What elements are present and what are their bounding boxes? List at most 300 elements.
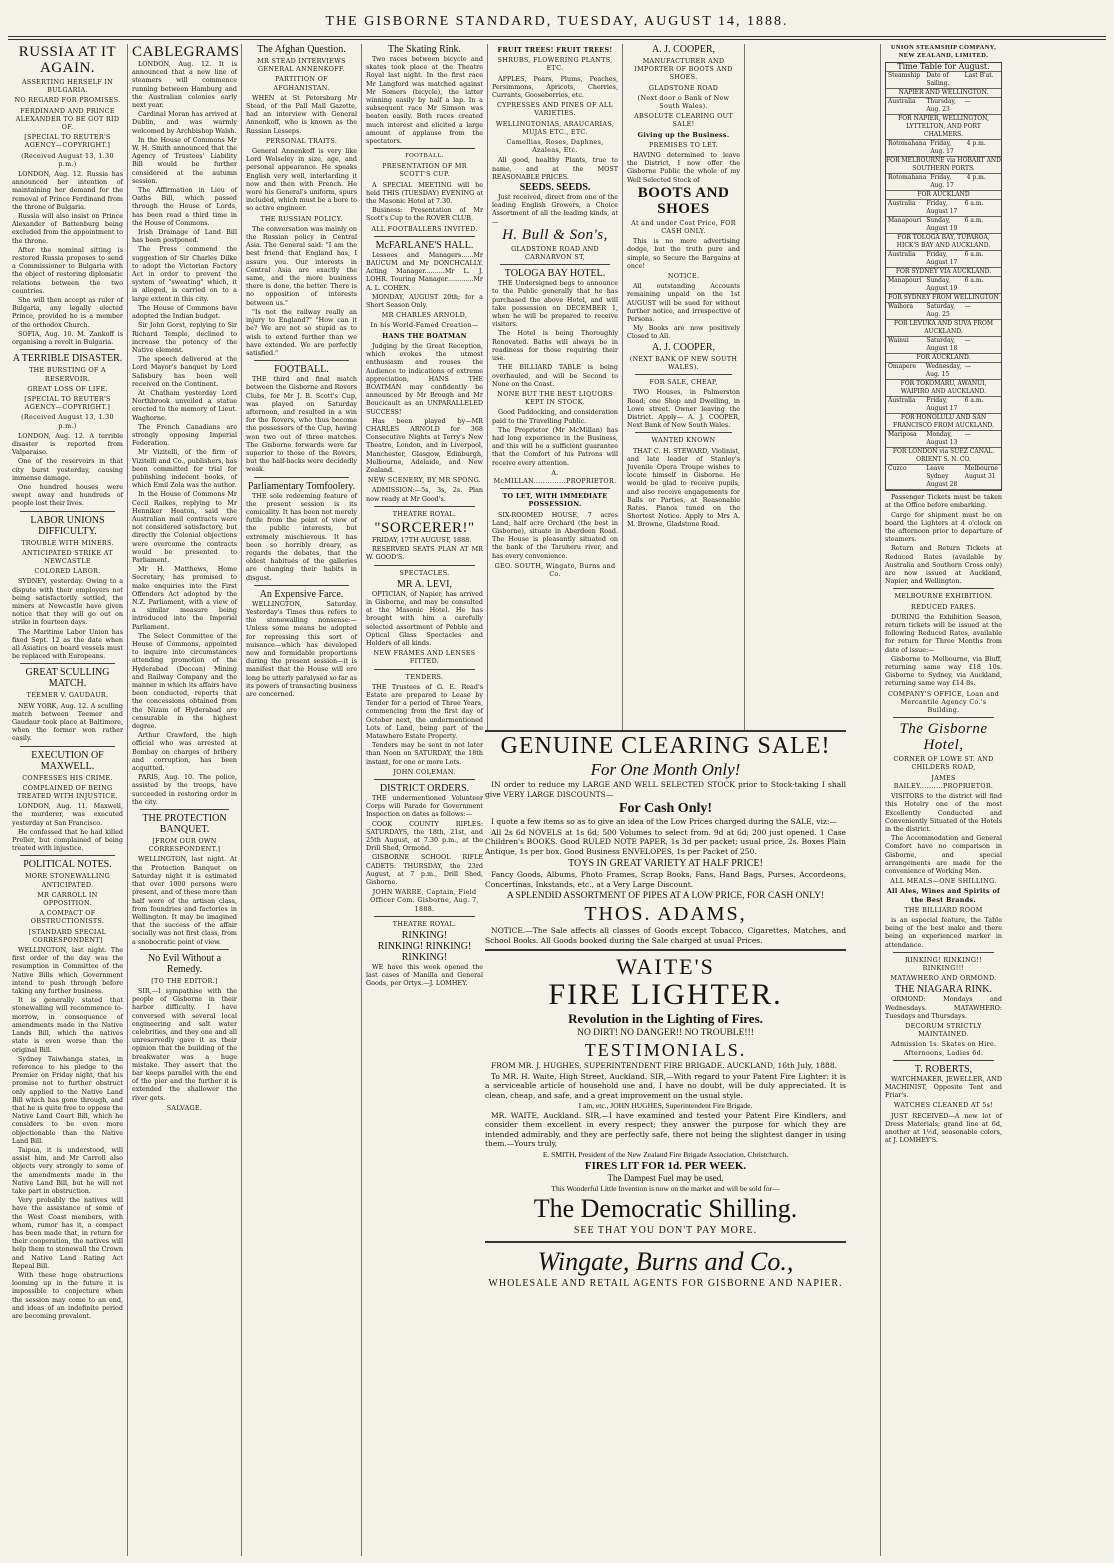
paragraph: is an especial feature, the Table being of the best make and there being an experienced marker in attendance. [885,915,1002,949]
subhead: NONE BUT THE BEST LIQUORS KEPT IN STOCK. [497,389,613,407]
cell: Friday, August 17 [926,251,958,267]
timetable-section: FOR SYDNEY FROM WELLINGTON [886,294,1001,303]
signature: JOHN COLEMAN. [393,767,456,776]
divider [20,855,115,856]
subhead-pipes: A SPLENDID ASSORTMENT OF PIPES AT A LOW PRICE, FOR CASH ONLY! [506,891,825,901]
paragraph: Arthur Crawford, the high official who was arrested at Bombay on charges of bribery and corruption, has been acquitted. [132,731,237,773]
subhead: (NEXT BANK OF NEW SOUTH WALES). [629,354,738,371]
subhead: In his World-Famed Creation— [370,321,479,330]
headline-rinking-3: RINKING! [401,952,448,964]
subhead-dampest-fuel: The Dampest Fuel may be used. [607,1173,724,1183]
divider [20,511,115,512]
subhead: PRESENTATION OF MR SCOTT'S CUP. [382,162,467,179]
masthead-rule [8,36,1106,37]
headline-exhibition: MELBOURNE EXHIBITION. [894,592,993,601]
cell: — [964,98,971,106]
headline-tenders: TENDERS. [405,672,444,681]
subhead: [TO THE EDITOR.] [151,976,218,985]
paragraph: Has been played by—MR CHARLES ARNOLD for 368 Consecutive Nights at Terry's New Theatre, London, and in Liverpool, Manchester, Glasgow, Edinburgh, Melbourne, Adelaide, and New Zealand. [366,416,483,474]
headline-for-sale: FOR SALE, CHEAP, [649,378,718,387]
divider [635,374,732,375]
paragraph: The French Canadians are strongly opposing Imperial Federation. [132,422,237,448]
paragraph: PARIS, Aug. 10. The police, assisted by the troops, have succeeded in restoring order in the city. [132,773,237,806]
masthead-rule-2 [8,39,1106,40]
subhead: WATCHES CLEANED AT 5s! [893,1101,994,1110]
subhead: NEW SCENERY, BY MR SPONG. [367,476,482,485]
paragraph: The Affirmation in Lieu of Oaths Bill, which passed through the House of Lords, has been read a third time in the House of Commons. [132,186,237,227]
paragraph: FRIDAY, 17TH AUGUST, 1888. [372,535,472,544]
divider [20,349,115,350]
paragraph: THAT C. H. STEWARD, Violinist, and late leader of Stanley's Juvenile Opera Troupe wishes to locate himself in Gisborne. He would be glad to receive pupils, and also receive engagements for Balls or Parties, at Reasonable Rates. Pianos tuned on the Shortest Notice. Apply to Mrs A. M. Browne, Gladstone Road. [627,446,740,529]
paragraph: TWO Houses, in Palmerston Road; one Shop and Dwelling, in Lowe street. Owner leaving the District. Apply— A. J. COOPER, Next Bank of New South Wales. [627,388,740,430]
headline-clearing-sale: GENUINE CLEARING SALE! [500,733,831,759]
subhead: THE RUSSIAN POLICY. [260,214,343,223]
paragraph: GISBORNE SCHOOL RIFLE CADETS: THURSDAY, the 23rd August, at 7 p.m., Drill Shed, Gisborne. [366,853,483,887]
headline-afghan: The Afghan Question. [257,44,346,55]
divider [374,236,475,237]
paragraph: Mr H. Matthews, Home Secretary, has promised to make enquiries into the First Offenders Act adopted by the N.Z. Parliament, with a view of a similar measure being introduced into the Imperial Parliament. [132,565,237,631]
paragraph: The Press commend the suggestion of Sir Charles Dilke to adopt the Victorian Factory Act in order to prevent the system of "sweating" which, it is alleged, is carried on to a large extent in this city. [132,245,237,303]
paragraph: All outstanding Accounts remaining unpaid on the 1st AUGUST will be sued for without further notice, and irrespective of Persons. [627,282,740,324]
cell: Friday, August 17 [926,397,958,413]
headline-niagara: THE NIAGARA RINK. [895,984,992,996]
cell: Mariposa [888,431,917,439]
paragraph: In the House of Commons Mr Cecil Raikes, replying to Mr Henniker Heaton, said the Australian mail contracts were not considered satisfactory, but directly the Colonial objections were overcome the contracts would be presented to Parliament. [132,490,237,564]
signature: I am, etc., JOHN HUGHES, Superintendent Fire Brigade. [578,1101,753,1110]
paragraph: Return and Return Tickets at Reduced Rates (available by Australia and Southern Cross only) are now issued at Auckland, Napier, and Wellington. [885,544,1002,586]
column-4 [362,44,488,1556]
th-date: Date of Sailing. [926,72,950,88]
subhead: All Ales, Wines and Spirits of the Best Brands. [886,887,1001,904]
paragraph: The House of Commons have adopted the Indian budget. [132,303,237,321]
cell: Wednesday, Aug. 15 [925,363,962,379]
paragraph: IN order to reduce my LARGE AND WELL SELECTED STOCK prior to Stock-taking I shall give VERY LARGE DISCOUNTS— [485,780,846,799]
paragraph: One hundred houses were swept away and hundreds of people lost their lives. [12,482,123,508]
subhead: THE BURSTING OF A RESERVOIR. [29,366,106,383]
timetable-row [886,251,1001,268]
subhead: A COMPACT OF OBSTRUCTIONISTS. [30,909,105,926]
paragraph: The Maritime Labor Union has fixed Sept. 12 as the date when all Asiatics on board vessels must be replaced with Europeans. [12,627,123,661]
paragraph: With these huge obstructions looming up in the future it is impossible to conjecture when the session may come to an end, and ideas of an indefinite period are becoming prevalent. [12,1270,123,1320]
signature: A. McMILLAN..............PROPRIETOR. [493,468,617,485]
cell: Thursday, Aug. 23 [926,98,956,114]
paragraph: Very probably the natives will have the assistance of some of the West Coast members, with whom, rumor has it, a compact has been made that, in return for their cooperation, the natives will help them to stonewall the Crown and Native Land Rating Act Repeal Bill. [12,1196,123,1270]
cell: Saturday, Aug. 25 [926,303,956,319]
divider [140,949,229,950]
paragraph: LONDON, Aug. 12. A terrible disaster is reported from Valparaiso. [12,431,123,457]
subhead: ALL FOOTBALLERS INVITED. [371,224,478,233]
headline-billiard: THE BILLIARD ROOM [904,905,983,914]
headline-cablegrams: CABLEGRAMS [132,44,240,60]
divider [374,565,475,566]
subhead: PARTITION OF AFGHANISTAN. [273,75,330,92]
timetable-title: Time Table for August. [886,63,1001,72]
paragraph: Tenders may be sent in not later than Noon on SATURDAY, the 18th instant, for one or more Lots. [366,741,483,766]
paragraph: The Hotel is being Thoroughly Renovated. Baths will always be in readiness for those requiring their use. [492,329,618,363]
cell: Friday, Aug. 17 [930,174,954,190]
cell: 6 a.m. [964,217,984,225]
headline-democratic-shilling: The Democratic Shilling. [533,1193,798,1223]
paragraph: SYDNEY, yesterday. Owing to a dispute with their employers not being satisfactorily settled, the miners at Newcastle have given notice that they will go out on strike in fourteen days. [12,577,123,627]
timetable-row [886,217,1001,234]
paragraph: HAVING determined to leave the District, I now offer the Gisborne Public the whole of my Well Selected Stock of [627,151,740,184]
subhead: REDUCED FARES. [910,602,977,611]
paragraph: She will then accept as ruler of Bulgaria, any legally elected Prince, provided he is a member of the orthodox Church. [12,296,123,329]
th-last: Last B'at. [964,72,994,80]
subhead: CYPRESSES AND PINES OF ALL VARIETIES. [496,101,614,118]
cell: — [964,303,971,311]
cell: 6 a.m. [964,200,984,208]
headline-rinking-2: RINKING! RINKING! [377,941,472,953]
signature: JOHN WARRE, Captain, Field Officer Com. Gisborne, Aug. 7, 1888. [370,888,479,913]
cell: Leave Sydney August 28 [926,465,958,489]
timetable-section: FOR HONOLULU AND SAN FRANCISCO FROM AUCKLAND. [886,414,1001,431]
timetable-row [886,303,1001,320]
paragraph: Sydney Taiwhanga states, in reference to his pledge to the Premier on Friday night, that his promise not to further obstruct only applied to the Native Land Bill which has gone through, and that he is quite free to oppose the Native Land Court Bill, which he considers to be even more objectionable than the Native Land Bill. [12,1054,123,1145]
headline-district-orders: DISTRICT ORDERS. [379,783,470,795]
headline-fruit-trees: FRUIT TREES! FRUIT TREES! [497,46,613,54]
subhead: GLADSTONE ROAD [648,83,719,92]
subhead: MORE STONEWALLING ANTICIPATED. [24,872,111,889]
clearing-sale-ad [485,730,846,1558]
signature: SALVAGE. [166,1103,203,1112]
subhead: WELLINGTONIAS, ARAUCARIAS, MUJAS ETC., ETC. [495,119,615,136]
paragraph: A SPECIAL MEETING will be held THIS (TUESDAY) EVENING at the Masonic Hotel at 7.30. [366,180,483,206]
subhead: At and under Cost Price, FOR CASH ONLY. [631,218,736,236]
divider [374,779,475,780]
cell: Omapere [888,363,916,371]
paragraph: The conversation was mainly on the Russian policy in Central Asia. The General said: "I am the best friend that England has, I assure you. Our interests in Central Asia are exactly the same, and the more business there is done, the better. There is no opposition of interests between us." [246,224,357,307]
subhead: Camellias, Roses, Daphnes, Azaleas, Etc. [506,138,604,155]
paragraph: To MR. H. Waite, High Street, Auckland. SIR,—With regard to your Patent Fire Lighter: it is a serviceable article of household use and, I have no doubt, will be duly appreciated. It is clean, cheap, and safe, and a great improvement on the usual style. [485,1071,846,1100]
timetable-section: FOR LEVUKA AND SUVA FROM AUCKLAND. [886,320,1001,337]
headline-theatre: THEATRE ROYAL. [392,509,457,518]
paragraph: Cargo for shipment must be on board the Lighters at 4 o'clock on the afternoon prior to departure of steamers. [885,510,1002,544]
headline-waites: WAITE'S [616,954,715,979]
timetable-section: FOR LONDON via SUEZ CANAL. ORIENT S. N. CO. [886,448,1001,465]
timetable-row [886,465,1001,490]
headline-farce: An Expensive Farce. [259,588,344,600]
headline-disaster: A TERRIBLE DISASTER. [12,353,123,365]
timetable-row [886,200,1001,217]
subhead-cash-only: For Cash Only! [618,801,713,816]
headline-football: FOOTBALL. [274,364,329,376]
paragraph: Fancy Goods, Albums, Photo Frames, Scrap Books, Fans, Hand Bags, Purses, Accordeons, Concertinas, Inkstands, etc., at a Very Large Discount. [485,870,846,889]
paragraph: WATCHMAKER, JEWELLER, AND MACHINIST, Opposite Tent and Friar's. [885,1074,1002,1100]
cell: 4 p.m. [966,140,986,148]
subhead-fires-lit: FIRES LIT FOR 1d. PER WEEK. [584,1160,747,1172]
paragraph: The Select Committee of the House of Commons, appointed to inquire into circumstances attending promotion of the Hyderabad (Deccan) Mining and Railway Company and the manner in which its affairs have been conducted, reports that the concessions obtained from the Nizam of Hyderabad are censurable in the highest degree. [132,631,237,731]
subhead: COMPLAINED OF BEING TREATED WITH INJUSTICE. [17,783,118,801]
timetable-section: FOR NAPIER, WELLINGTON, LYTTELTON, AND PORT CHALMERS. [886,115,1001,140]
headline-boots-shoes: BOOTS AND SHOES [637,184,730,217]
paragraph: Russia will also insist on Prince Alexander of Battenburg being excluded from the appointment to the throne. [12,212,123,245]
divider [254,585,349,586]
paragraph: Good Paddocking, and consideration paid to the Travelling Public. [492,408,618,425]
headline-union-steamship: UNION STEAMSHIP COMPANY, NEW ZEALAND, LIMITED. [890,44,997,59]
subhead: CORNER OF LOWE ST. AND CHILDERS ROAD, [893,755,994,772]
paragraph: All good, healthy Plants, true to name, and at the MOST REASONABLE PRICES. [492,156,618,181]
timetable-section: FOR TOKOMARU, AWANUI, WAIPIRO AND AUCKLAND. [886,380,1001,397]
subhead: (Next door o Bank of New South Wales). [637,93,730,111]
subhead-agents: WHOLESALE AND RETAIL AGENTS FOR GISBORNE AND NAPIER. [488,1277,843,1289]
divider [374,916,475,917]
divider [374,506,475,507]
paragraph: WELLINGTON, last night. At the Protection Banquet on Saturday night it is estimated that over 1000 persons were present, and of these more than half were of the artisan class, from foundries and factories in Wellington. It may be imagined that the success of the affair socially was not first class, from a snobocratic point of view. [132,855,237,946]
divider [635,432,732,433]
signature: GEO. SOUTH, Wingate, Burns and Co. [494,561,616,578]
dateline: (Received August 13, 1.30 p.m.) [21,151,114,168]
dateline: [SPECIAL TO REUTER'S AGENCY—COPYRIGHT.] [24,133,111,150]
paragraph: LONDON, Aug. 12. Russia has announced her intention of maintaining her demand for the removal of Prince Ferdinand from the throne of Bulgaria. [12,170,123,211]
cell: 4 p.m. [966,174,986,182]
cell: Rotomahana [888,140,927,148]
paragraph: NOTICE.—The Sale affects all classes of Goods except Tobacco, Cigarettes, Matches, and School Books. All Goods booked during the Sale charged at usual Prices. [485,926,846,945]
subhead: PREMISES TO LET. [649,140,718,149]
divider [893,588,994,589]
subhead: FERDINAND AND PRINCE ALEXANDER TO BE GOT RID OF. [15,106,120,132]
headline-theatre-rink: THEATRE ROYAL. [392,919,457,928]
paragraph: This is no mere advertising dodge, but the truth pure and simple, so Secure the Bargains at once! [627,237,740,270]
subhead: ALL MEALS—ONE SHILLING. [890,877,997,886]
paragraph: At Chatham yesterday Lord Northbrook unveiled a statue erected to the memory of Lieut. Waghorne. [132,388,237,422]
paragraph: WELLINGTON, Saturday. Yesterday's Times thus refers to the stonewalling nonsense:—Unless some means be adopted for repressing this sort of nuisance—which has developed new and formidable proportions during the present session—it is manifest that the House will ere long be utterly paralysed so far as its powers of transacting business are concerned. [246,599,357,699]
headline-bull: H. Bull & Son's, [502,226,608,243]
subhead: GREAT LOSS OF LIFE. [27,384,108,393]
paragraph: JUST RECEIVED—A new lot of Dress Materials; grand line at 6d, another at 1½d, seasonable colors, at J. LOMHEY'S. [885,1111,1002,1145]
timetable-row [886,363,1001,380]
paragraph: WELLINGTON, last night. The first order of the day was the resumption in Committee of the Native Bills which Government intend to push through before taking any further business. [12,946,123,996]
subhead: ANTICIPATED STRIKE AT NEWCASTLE [22,548,113,565]
cell: Manapouri [888,277,922,285]
subhead: ASSERTING HERSELF IN BULGARIA. [21,78,114,95]
paragraph: THE undermentioned Volunteer Corps will Parade for Government Inspection on dates as follows:— [366,794,483,819]
subhead: MANUFACTURER AND IMPORTER OF BOOTS AND SHOES. [634,57,733,82]
paragraph: NEW YORK, Aug. 12. A sculling match between Teemer and Gaudaur took place at Baltimore, when the former won rather easily. [12,701,123,743]
paragraph: THE sole redeeming feature of the present session is its comicality. It has been not merely futile from the point of view of the public interests, but extremely mischievous. It has been so horribly dreary, as regards the debates, that the oldest habitués of the galleries are changing their habits in disgust. [246,491,357,582]
paragraph: VISITORS to the district will find this Hotelry one of the most Excellently Conducted and Conveniently Situated of the Hotels in the district. [885,792,1002,833]
paragraph: Cardinal Moran has arrived at Dublin, and was warmly welcomed by Archbishop Walsh. [132,110,237,135]
headline-mcfarlane: McFARLANE'S HALL. [375,239,474,251]
paragraph: All 2s 6d NOVELS at 1s 6d; 500 Volumes to select from. 9d at 6d; 200 just opened. 1 Case Children's BOOKS. Good RULED NOTE PAPER, 1s 3d per packet; usual price, 2s. Boxes Plain Antique, 1s per box. Good Business ENVELOPES, 1s per Packet of 250. [485,827,846,856]
signature: COMPANY'S OFFICE, Loan and Mercantile Agency Co.'s Building. [887,689,1000,715]
cell: Australia [888,397,916,405]
paragraph: This Wonderful Little Invention is now on the market and will be sold for— [551,1184,780,1193]
cell: Australia [888,200,916,208]
cell: Friday, Aug. 17 [930,140,954,156]
divider [893,717,994,718]
subhead: PERSONAL TRAITS. [265,136,338,145]
headline-levi: MR A. LEVI, [397,578,452,590]
subhead-one-month: For One Month Only! [590,760,741,779]
subhead: TEEMER V. GAUDAUR. [26,691,109,700]
subhead: GLADSTONE ROAD AND CARNARVON ST, [511,244,599,262]
cell: — [965,363,972,371]
paragraph: Irish Drainage of Land Bill has been postponed. [132,228,237,245]
headline-adams: THOS. ADAMS, [584,903,747,925]
paragraph: Business: Presentation of Mr Scott's Cup to the ROVER CLUB. [366,206,483,223]
cell: Friday, August 17 [926,200,958,216]
column-1 [8,44,128,1556]
headline-wanted: WANTED KNOWN [651,436,716,445]
headline-tomfoolery: Parliamentary Tomfoolery. [247,480,356,492]
subhead: Giving up the Business. [637,130,730,139]
paragraph: THE Undersigned begs to announce to the Public generally that he has purchased the above Hotel, and will take possession on DECEMBER 1, when he will be prepared to receive visitors. [492,279,618,329]
headline-testimonials: TESTIMONIALS. [584,1040,747,1060]
paragraph: APPLES, Pears, Plums, Peaches, Persimmons, Apricots, Cherries, Currants, Gooseberries, etc. [492,74,618,100]
subhead: COLORED LABOR. [34,567,101,576]
cell: Melbourne August 31 [964,465,998,481]
paragraph: THE third and final match between the Gisborne and Rovers Clubs, for Mr J. B. Scott's Cup, was played on Saturday afternoon, and resulted in a win for the Rovers, who thus become the possessors of the Cup, having won two out of three matches. The Gisborne forwards were far superior to those of the Rovers, but the half-backs were decidedly weak. [246,375,357,474]
paragraph: Just received, direct from one of the leading English Growers, a Choice Assortment of all the leading kinds, at— [492,193,618,226]
paragraph: Sir John Gorst, replying to Sir Richard Temple, declined to increase the potency of the Native element. [132,321,237,354]
headline-seeds: SEEDS. SEEDS. [519,182,591,194]
th-steamship: Steamship [888,72,921,80]
dateline: [FROM OUR OWN CORRESPONDENT.] [148,837,221,854]
paragraph: After the nominal sitting is restored Russia proposes to send a Commissioner to Bulgaria with the object of restoring diplomatic relations between the two countries. [12,245,123,295]
paragraph: DURING the Exhibition Season, return tickets will be issued at the following Reduced Rates, available for return for Three Months from date of issue:— [885,612,1002,654]
headline-protection-banquet: THE PROTECTION BANQUET. [142,813,227,836]
subhead: JAMES BAILEY..........PROPRIETOR. [893,773,994,790]
subhead-revolution: Revolution in the Lighting of Fires. [568,1011,763,1026]
paragraph: Mr Vizitelli, of the firm of Vizitelli and Co., publishers, has been committed for trial for publishing indecent books, of which Emil Zola was the author. [132,448,237,490]
paragraph: General Annenkoff is very like Lord Wolseley in size, age, and personal appearance. He speaks English very well, interlarding it now and then with French. He wore his General's uniform, spurs included, which must be a bore to so active engineer. [246,147,357,213]
paragraph: One of the reservoirs in that city burst yesterday, causing immense damage. [12,457,123,482]
paragraph: LONDON, Aug. 12. It is announced that a new line of steamers will commence running between Hamburg and the Australian colonies early next year. [132,60,237,110]
divider [500,264,610,265]
cell: Monday, August 13 [926,431,958,447]
paragraph: THE Trustees of G. E. Read's Estate are prepared to Lease by Tender for a period of Three Years, commencing from the first day of October next, the undermentioned Lots of Land, being part of the Matawhero Estate Property. [366,682,483,741]
divider [374,669,475,670]
subhead: MR STEAD INTERVIEWS GENERAL ANNENKOFF. [257,57,346,74]
paragraph: SIX-ROOMED HOUSE, 7 acres Land, half acre Orchard (the best in Gisborne), situate in Aberdeen Road. The House is pleasantly situated on the bank of the Taruheru river, and has every convenience. [492,510,618,560]
headline-gisborne-hotel: The Gisborne Hotel, [899,721,988,754]
paragraph: RESERVED SEATS PLAN AT MR W. GOOD'S. [366,545,483,562]
timetable-section: FOR SYDNEY VIA AUCKLAND. [886,268,1001,277]
paragraph: ORMOND: Mondays and Wednesdays. MATAWHERO: Tuesdays and Thursdays. [885,995,1002,1020]
subhead: MATAWHERO AND ORMOND. [890,974,997,983]
paragraph: WE have this week opened the last cases of Manilla and General Goods, per Ortyx.—J. LOMHEY. [366,963,483,988]
subhead: DECORUM STRICTLY MAINTAINED. [905,1021,982,1039]
subhead: Admission 1s. Skates on Hire. Afternoons, Ladies 6d. [890,1040,997,1057]
column-3 [242,44,362,1556]
paragraph: It is generally stated that stonewalling will recommence to-morrow, in consequence of amendments made in the Native Lands Bill, which the natives state is even worse than the original Bill. [12,996,123,1054]
cell: Rotomahana [888,174,927,182]
paragraph: The Accommodation and General Comfort have no comparison in Gisborne, and special arrangements are made for the convenience of Working Men. [885,834,1002,875]
headline-fire-lighter: FIRE LIGHTER. [548,978,783,1011]
headline-rinking: RINKING! [401,930,448,942]
timetable-row [886,98,1001,115]
subhead: CONFESSES HIS CRIME. [22,773,113,782]
timetable-section: NAPIER AND WELLINGTON. [886,89,1001,98]
timetable-row [886,140,1001,157]
paragraph: MONDAY, AUGUST 20th; for a Short Season Only. [366,292,483,310]
cell: Manapouri [888,217,922,225]
cell: Australia [888,251,916,259]
dateline: [STANDARD SPECIAL CORRESPONDENT] [28,927,107,944]
headline-wingate: Wingate, Burns and Co., [537,1246,794,1276]
headline-sculling: GREAT SCULLING MATCH. [25,667,110,690]
paragraph: Judging by the Great Reception, which evokes the utmost enthusiasm and rouses the Audience to indications of extreme appreciation, HANS THE BOATMAN may confidently be announced by Mr Brough and Mr Boucicault as an UNPARALLELED SUCCESS! [366,341,483,416]
divider [140,809,229,810]
paragraph: SIR,—I sympathise with the people of Gisborne in their harbor difficulty. I have conversed with several local engineering and salt water celebrities, and they one and all unreservedly gave it as their opinion that the building of the breakwater was a huge mistake. They assert that the bar keeps parallel with the end of the pier and the further it is extended the shallower the river gets. [132,986,237,1102]
paragraph: The Proprietor (Mr McMillan) has had long experience in the Business, and this will be a sufficient guarantee that the Comfort of his Patrons will receive every attention. [492,425,618,467]
headline-political: POLITICAL NOTES. [23,859,112,871]
headline-football-ad: FOOTBALL. [405,152,444,160]
paragraph: In the House of Commons Mr W. H. Smith announced that the Agency of Trustees' Liability Bill would be further considered at the autumn session. [132,135,237,185]
headline-tologa: TOLOGA BAY HOTEL. [504,268,606,280]
cell: 6 a.m. [964,277,984,285]
timetable-row [886,397,1001,414]
cell: Cuzco [888,465,907,473]
subhead: MR CHARLES ARNOLD, [381,311,468,320]
subhead-no-dirt: NO DIRT! NO DANGER!! NO TROUBLE!!! [577,1028,754,1038]
cell: 6 a.m. [964,397,984,405]
signature: E. SMITH, President of the New Zealand Fire Brigade Association, Christchurch. [542,1149,789,1159]
headline-russia: RUSSIA AT IT AGAIN. [18,44,117,76]
subhead: ABSOLUTE CLEARING OUT SALE! [634,112,733,129]
cell: — [964,431,971,439]
paragraph: "Is not the railway really an injury to England?" "How can it be? We are not so stupid as to wish to extend further than we have extended. We are perfectly satisfied." [246,307,357,357]
headline-rinking: RINKING! RINKING!! RINKING!!! [905,955,982,972]
column-2 [128,44,242,1556]
timetable-row [886,431,1001,448]
timetable-row [886,174,1001,191]
paragraph: Passenger Tickets must be taken at the Office before embarking. [885,493,1002,510]
paragraph: LONDON, Aug. 11. Maxwell, the murderer, was executed yesterday at San Francisco. [12,802,123,827]
headline-notice: NOTICE. [667,272,700,281]
paragraph: He confessed that he had killed Preller, but complained of being treated with injustice. [12,827,123,853]
subhead: SHRUBS, FLOWERING PLANTS, ETC. [497,56,613,73]
headline-execution: EXECUTION OF MAXWELL. [31,749,104,772]
subhead: HANS THE BOATMAN [382,331,467,340]
paragraph: SOFIA, Aug. 10. M. Zankoff is organising a revolt in Bulgaria. [12,329,123,347]
headline-spectacles: SPECTACLES. [399,568,450,577]
headline-cooper: A. J. COOPER, [651,44,716,55]
paragraph: Lessees and Managers......Mr BAUCUM and Mr DONCHCALLY. Acting Manager..........Mr L. J. LOHR. Touring Manager.............Mr A. L. COHEN. [366,250,483,292]
cell: Waihora [888,303,914,311]
timetable-row [886,277,1001,294]
divider [485,949,846,951]
paragraph: I quote a few items so as to give an idea of the Low Prices charged during the SALE, viz:— [491,817,837,826]
headline-roberts: T. ROBERTS, [914,1063,973,1075]
divider [254,360,349,361]
paragraph: Taipua, it is understood, will assist him, and Mr Carroll also objects very strongly to some of the amendments made in the Native Land Bill, but he will not take part in obstruction. [12,1145,123,1195]
subhead-see-that: SEE THAT YOU DON'T PAY MORE. [573,1224,758,1236]
divider [500,488,610,489]
subhead-toys: TOYS IN GREAT VARIETY AT HALF PRICE! [568,858,763,869]
headline-no-evil: No Evil Without a Remedy. [147,952,222,975]
timetable-section: FOR MELBOURNE via HOBART AND SOUTHERN PORTS. [886,157,1001,173]
divider [254,477,349,478]
paragraph: My Books are now positively Closed to All. [627,324,740,341]
paragraph: OPTICIAN, of Napier, has arrived in Gisborne, and may be consulted at the Masonic Hotel. He has brought with him a carefully selected assortment of Pebble and Optical Glass Spectacles and Holders of all kinds. [366,589,483,647]
subhead: TROUBLE WITH MINERS. [21,538,114,547]
headline-cooper-2: A. J. COOPER, [651,341,716,353]
timetable-section: FOR AUCKLAND. [886,354,1001,363]
dateline: (Received August 13, 1.30 p.m.) [21,413,114,430]
subhead: MR CARROLL IN OPPOSITION. [37,890,98,908]
divider [374,148,475,149]
timetable-header [886,72,1001,89]
cell: 6 a.m. [964,251,984,259]
paragraph: The speech delivered at the Lord Mayor's banquet by Lord Salisbury has been well received on the Continent. [132,355,237,388]
divider [485,1241,846,1243]
paragraph: COOK COUNTY RIFLES: SATURDAYS, the 18th, 21st, and 25th August, at 7.30 p.m., at the Drill Shed, Ormond. [366,819,483,853]
subhead: NO REGARD FOR PROMISES. [14,96,121,105]
headline-to-let: TO LET, WITH IMMEDIATE POSSESSION. [502,492,608,509]
timetable [885,62,1002,491]
